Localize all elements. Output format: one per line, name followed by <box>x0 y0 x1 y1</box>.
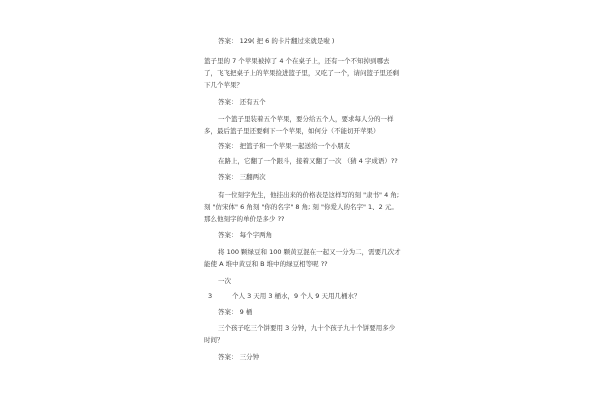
answer-line-engraver: 答案： 每个字两角 <box>218 231 273 239</box>
answer-line-five: 答案： 还有五个 <box>218 98 266 106</box>
question-line-beans-1: 将 100 颗绿豆和 100 颗黄豆混在一起又一分为二，需要几次才 <box>218 248 401 256</box>
item-number: 3 <box>208 292 213 300</box>
question-line-basket-1: 一个篮子里装着五个苹果，要分给五个人，要求每人分的一样 <box>218 115 394 123</box>
question-line-engraver-1: 有一位刻字先生，他挂出来的价格表是这样写的刻 "隶书" 4 角; <box>218 191 400 199</box>
question-line-cakes-1: 三个孩子吃三个饼要用 3 分钟，九十个孩子九十个饼要用多少 <box>218 324 396 332</box>
question-line-apples-3: 下几个苹果？ <box>204 81 243 89</box>
answer-line-beans: 一次 <box>218 277 231 285</box>
question-line-water: 个人 3 天用 3 桶水，9 个人 9 天用几桶水？ <box>232 292 361 300</box>
question-line-apples-1: 篮子里的 7 个苹果被掉了 4 个在桌子上，还有一个不知掉到哪去 <box>204 57 390 65</box>
question-line-idiom: 在路上，它翻了一个跟斗，接着又翻了一次 （猜 4 字成语）?? <box>218 157 398 165</box>
answer-line-basket: 答案： 把篮子和一个苹果一起送给一个小朋友 <box>218 142 351 150</box>
answer-line-card: 答案： 129( 把 6 的卡片翻过来就是啦 ) <box>218 37 335 45</box>
answer-line-idiom: 答案： 三翻两次 <box>218 173 266 181</box>
question-line-cakes-2: 时间？ <box>204 336 224 344</box>
question-line-engraver-3: 那么他刻字的单价是多少 ?? <box>204 215 285 223</box>
question-line-engraver-2: 刻 "仿宋体" 6 角刻 "你的名字" 8 角; 刻 "你爱人的名字" 1、2 元。 <box>204 203 398 211</box>
question-line-apples-2: 了，飞飞把桌子上的苹果捡进篮子里，又吃了一个，请问篮子里还剩 <box>204 69 399 77</box>
answer-line-water: 答案： 9 桶 <box>218 308 253 316</box>
question-line-beans-2: 能使 A 堆中黄豆和 B 堆中的绿豆相等呢 ?? <box>204 260 328 268</box>
question-line-basket-2: 多，最后篮子里还要剩下一个苹果，如何分（不能切开苹果） <box>204 127 380 135</box>
answer-line-cakes: 答案： 三分钟 <box>218 353 260 361</box>
